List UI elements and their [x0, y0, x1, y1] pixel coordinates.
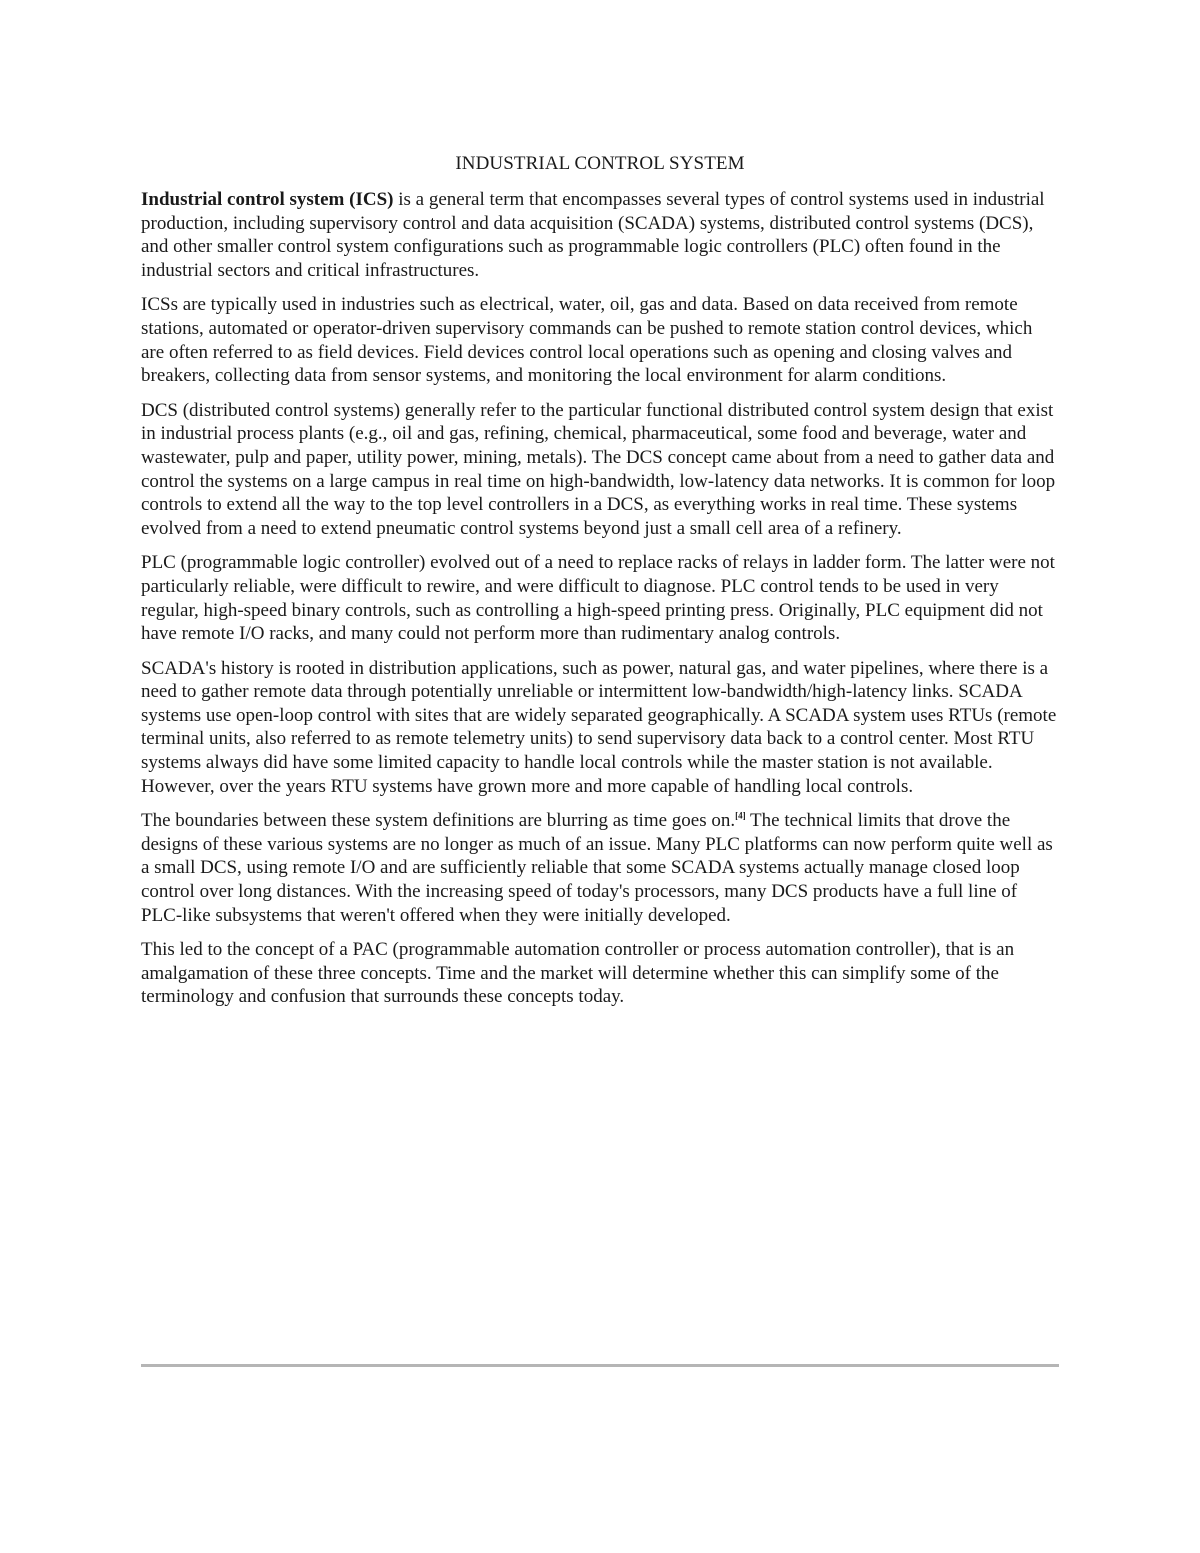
lead-term-ics: Industrial control system (ICS): [141, 189, 394, 210]
paragraph-scada: SCADA's history is rooted in distribution applications, such as power, natural gas, and water pipelines, where there is a need to gather remote data through potentially unreliable or intermittent low-bandwidth/high-latency links. SCADA systems use open-loop control with sites that are widely separated geographically. A SCADA system uses RTUs (remote terminal units, also referred to as remote telemetry units) to send supervisory data back to a control center. Most RTU systems always did have some limited capacity to handle local controls while the master station is not available. However, over the years RTU systems have grown more and more capable of handling local controls.: [141, 657, 1057, 797]
paragraph-pac: This led to the concept of a PAC (programmable automation controller or process automation controller), that is an amalgamation of these three concepts. Time and the market will determine whether this can simplify some of the terminology and confusion that surrounds these concepts today.: [141, 939, 1015, 1008]
paragraph-text: The boundaries between these system definitions are blurring as time goes on.: [141, 810, 736, 832]
document-title: INDUSTRIAL CONTROL SYSTEM: [455, 153, 745, 174]
paragraph-boundaries: [141, 809, 1059, 927]
paragraph-ics-usage: ICSs are typically used in industries such as electrical, water, oil, gas and data. Based on data received from remote stations, automated or operator-driven supervisory commands can be pushed to remote station control devices, which are often referred to as field devices. Field devices control local operations such as opening and closing valves and breakers, collecting data from sensor systems, and monitoring the local environment for alarm conditions.: [141, 294, 1033, 387]
footnote-reference[interactable]: [4]: [735, 810, 746, 821]
footer-divider: [141, 1364, 1059, 1367]
paragraph-text: is a general term that encompasses several types of control systems used in industrial production, including supervisory control and data acquisition (SCADA) systems, distributed control systems (DCS), and other smaller control system configurations such as programmable logic controllers (PLC) often found in the industrial sectors and critical infrastructures.: [141, 189, 1045, 281]
paragraph-dcs: DCS (distributed control systems) generally refer to the particular functional distributed control system design that exist in industrial process plants (e.g., oil and gas, refining, chemical, pharmaceutical, some food and beverage, water and wastewater, pulp and paper, utility power, mining, metals). The DCS concept came about from a need to gather data and control the systems on a large campus in real time on high-bandwidth, low-latency data networks. It is common for loop controls to extend all the way to the top level controllers in a DCS, as everything works in real time. These systems evolved from a need to extend pneumatic control systems beyond just a small cell area of a refinery.: [141, 399, 1056, 539]
document-body: [141, 150, 1059, 1020]
paragraph-plc: PLC (programmable logic controller) evolved out of a need to replace racks of relays in ladder form. The latter were not particularly reliable, were difficult to rewire, and were difficult to diagnose. PLC control tends to be used in very regular, high-speed binary controls, such as controlling a high-speed printing press. Originally, PLC equipment did not have remote I/O racks, and many could not perform more than rudimentary analog controls.: [141, 552, 1055, 645]
paragraph-text: The technical limits that drove the designs of these various systems are no longer as much of an issue. Many PLC platforms can now perform quite well as a small DCS, using remote I/O and are sufficiently reliable that some SCADA systems actually manage closed loop control over long distances. With the increasing speed of today's processors, many DCS products have a full line of PLC-like subsystems that weren't offered when they were initially developed.: [141, 810, 1053, 926]
paragraph-ics-definition: [141, 188, 1059, 282]
